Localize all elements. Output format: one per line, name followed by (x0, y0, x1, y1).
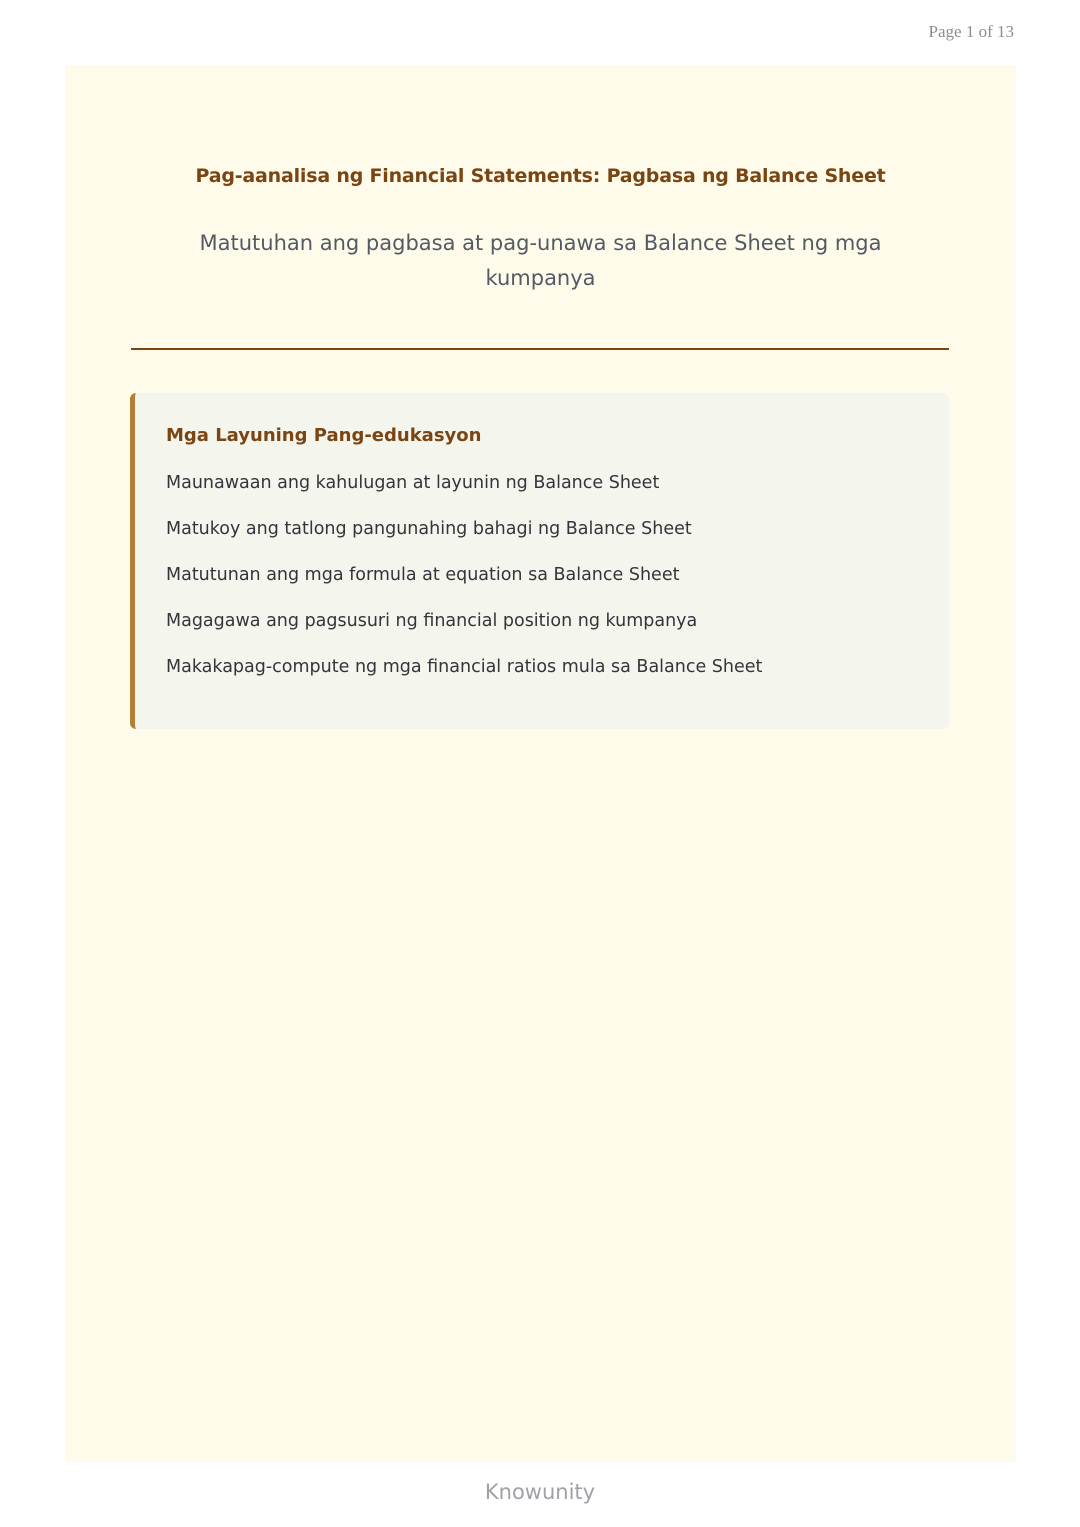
title-divider (131, 348, 949, 350)
objective-item: Matutunan ang mga formula at equation sa Balance Sheet (166, 565, 680, 585)
document-title: Pag-aanalisa ng Financial Statements: Pagbasa ng Balance Sheet (195, 165, 886, 187)
objective-item: Matukoy ang tatlong pangunahing bahagi ng Balance Sheet (166, 519, 692, 539)
document-page (65, 65, 1016, 1462)
page-counter: Page 1 of 13 (928, 22, 1014, 41)
document-subtitle: Matutuhan ang pagbasa at pag-unawa sa Balance Sheet ng mga kumpanya (199, 231, 882, 290)
objective-item: Magagawa ang pagsusuri ng financial position ng kumpanya (166, 611, 698, 631)
objective-item: Maunawaan ang kahulugan at layunin ng Balance Sheet (166, 473, 660, 493)
objectives-heading: Mga Layuning Pang-edukasyon (166, 425, 482, 446)
learning-objectives-box (130, 393, 949, 729)
objectives-list (166, 473, 762, 703)
footer-brand-logo: Knowunity (484, 1480, 596, 1504)
objective-item: Makakapag-compute ng mga financial ratios mula sa Balance Sheet (166, 657, 763, 677)
